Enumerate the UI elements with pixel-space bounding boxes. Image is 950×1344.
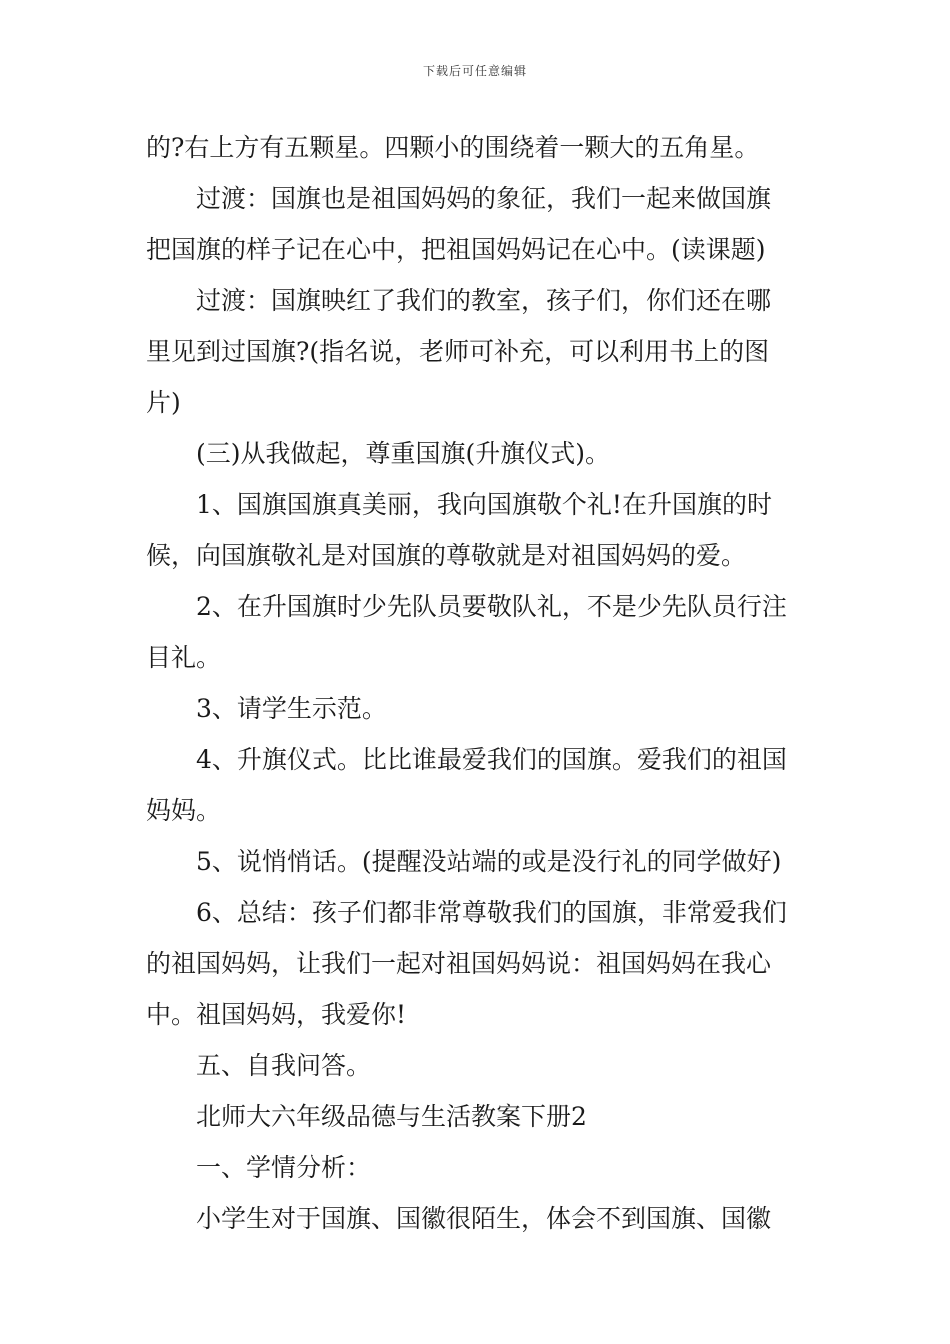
text-line: 的祖国妈妈，让我们一起对祖国妈妈说：祖国妈妈在我心 bbox=[146, 949, 772, 978]
text-line: 目礼。 bbox=[146, 643, 222, 672]
text-line: 把国旗的样子记在心中，把祖国妈妈记在心中。(读课题) bbox=[146, 235, 766, 264]
text-line: 小学生对于国旗、国徽很陌生，体会不到国旗、国徽 bbox=[196, 1204, 772, 1233]
text-line: 6、总结：孩子们都非常尊敬我们的国旗，非常爱我们 bbox=[196, 898, 787, 927]
document-body bbox=[146, 122, 808, 1244]
text-line: 妈妈。 bbox=[146, 796, 222, 825]
text-line: 过渡：国旗映红了我们的教室，孩子们，你们还在哪 bbox=[196, 286, 772, 315]
text-line: 5、说悄悄话。(提醒没站端的或是没行礼的同学做好) bbox=[196, 847, 782, 876]
section-heading: 五、自我问答。 bbox=[196, 1051, 372, 1080]
text-line: 里见到过国旗?(指名说，老师可补充，可以利用书上的图 bbox=[146, 337, 770, 366]
text-line: 中。祖国妈妈，我爱你! bbox=[146, 1000, 407, 1029]
text-line: 片) bbox=[146, 388, 181, 417]
text-line: 过渡：国旗也是祖国妈妈的象征，我们一起来做国旗 bbox=[196, 184, 772, 213]
text-line: 3、请学生示范。 bbox=[196, 694, 387, 723]
document-title: 北师大六年级品德与生活教案下册2 bbox=[196, 1102, 587, 1131]
page-header-note: 下载后可任意编辑 bbox=[422, 64, 527, 78]
text-line: 1、国旗国旗真美丽，我向国旗敬个礼!在升国旗的时 bbox=[196, 490, 772, 519]
text-line: 候，向国旗敬礼是对国旗的尊敬就是对祖国妈妈的爱。 bbox=[146, 541, 747, 570]
text-line: 2、在升国旗时少先队员要敬队礼，不是少先队员行注 bbox=[196, 592, 787, 621]
text-line: 4、升旗仪式。比比谁最爱我们的国旗。爱我们的祖国 bbox=[196, 745, 787, 774]
text-line: (三)从我做起，尊重国旗(升旗仪式)。 bbox=[196, 439, 611, 468]
section-heading: 一、学情分析： bbox=[196, 1153, 372, 1182]
text-line: 的?右上方有五颗星。四颗小的围绕着一颗大的五角星。 bbox=[146, 133, 760, 162]
